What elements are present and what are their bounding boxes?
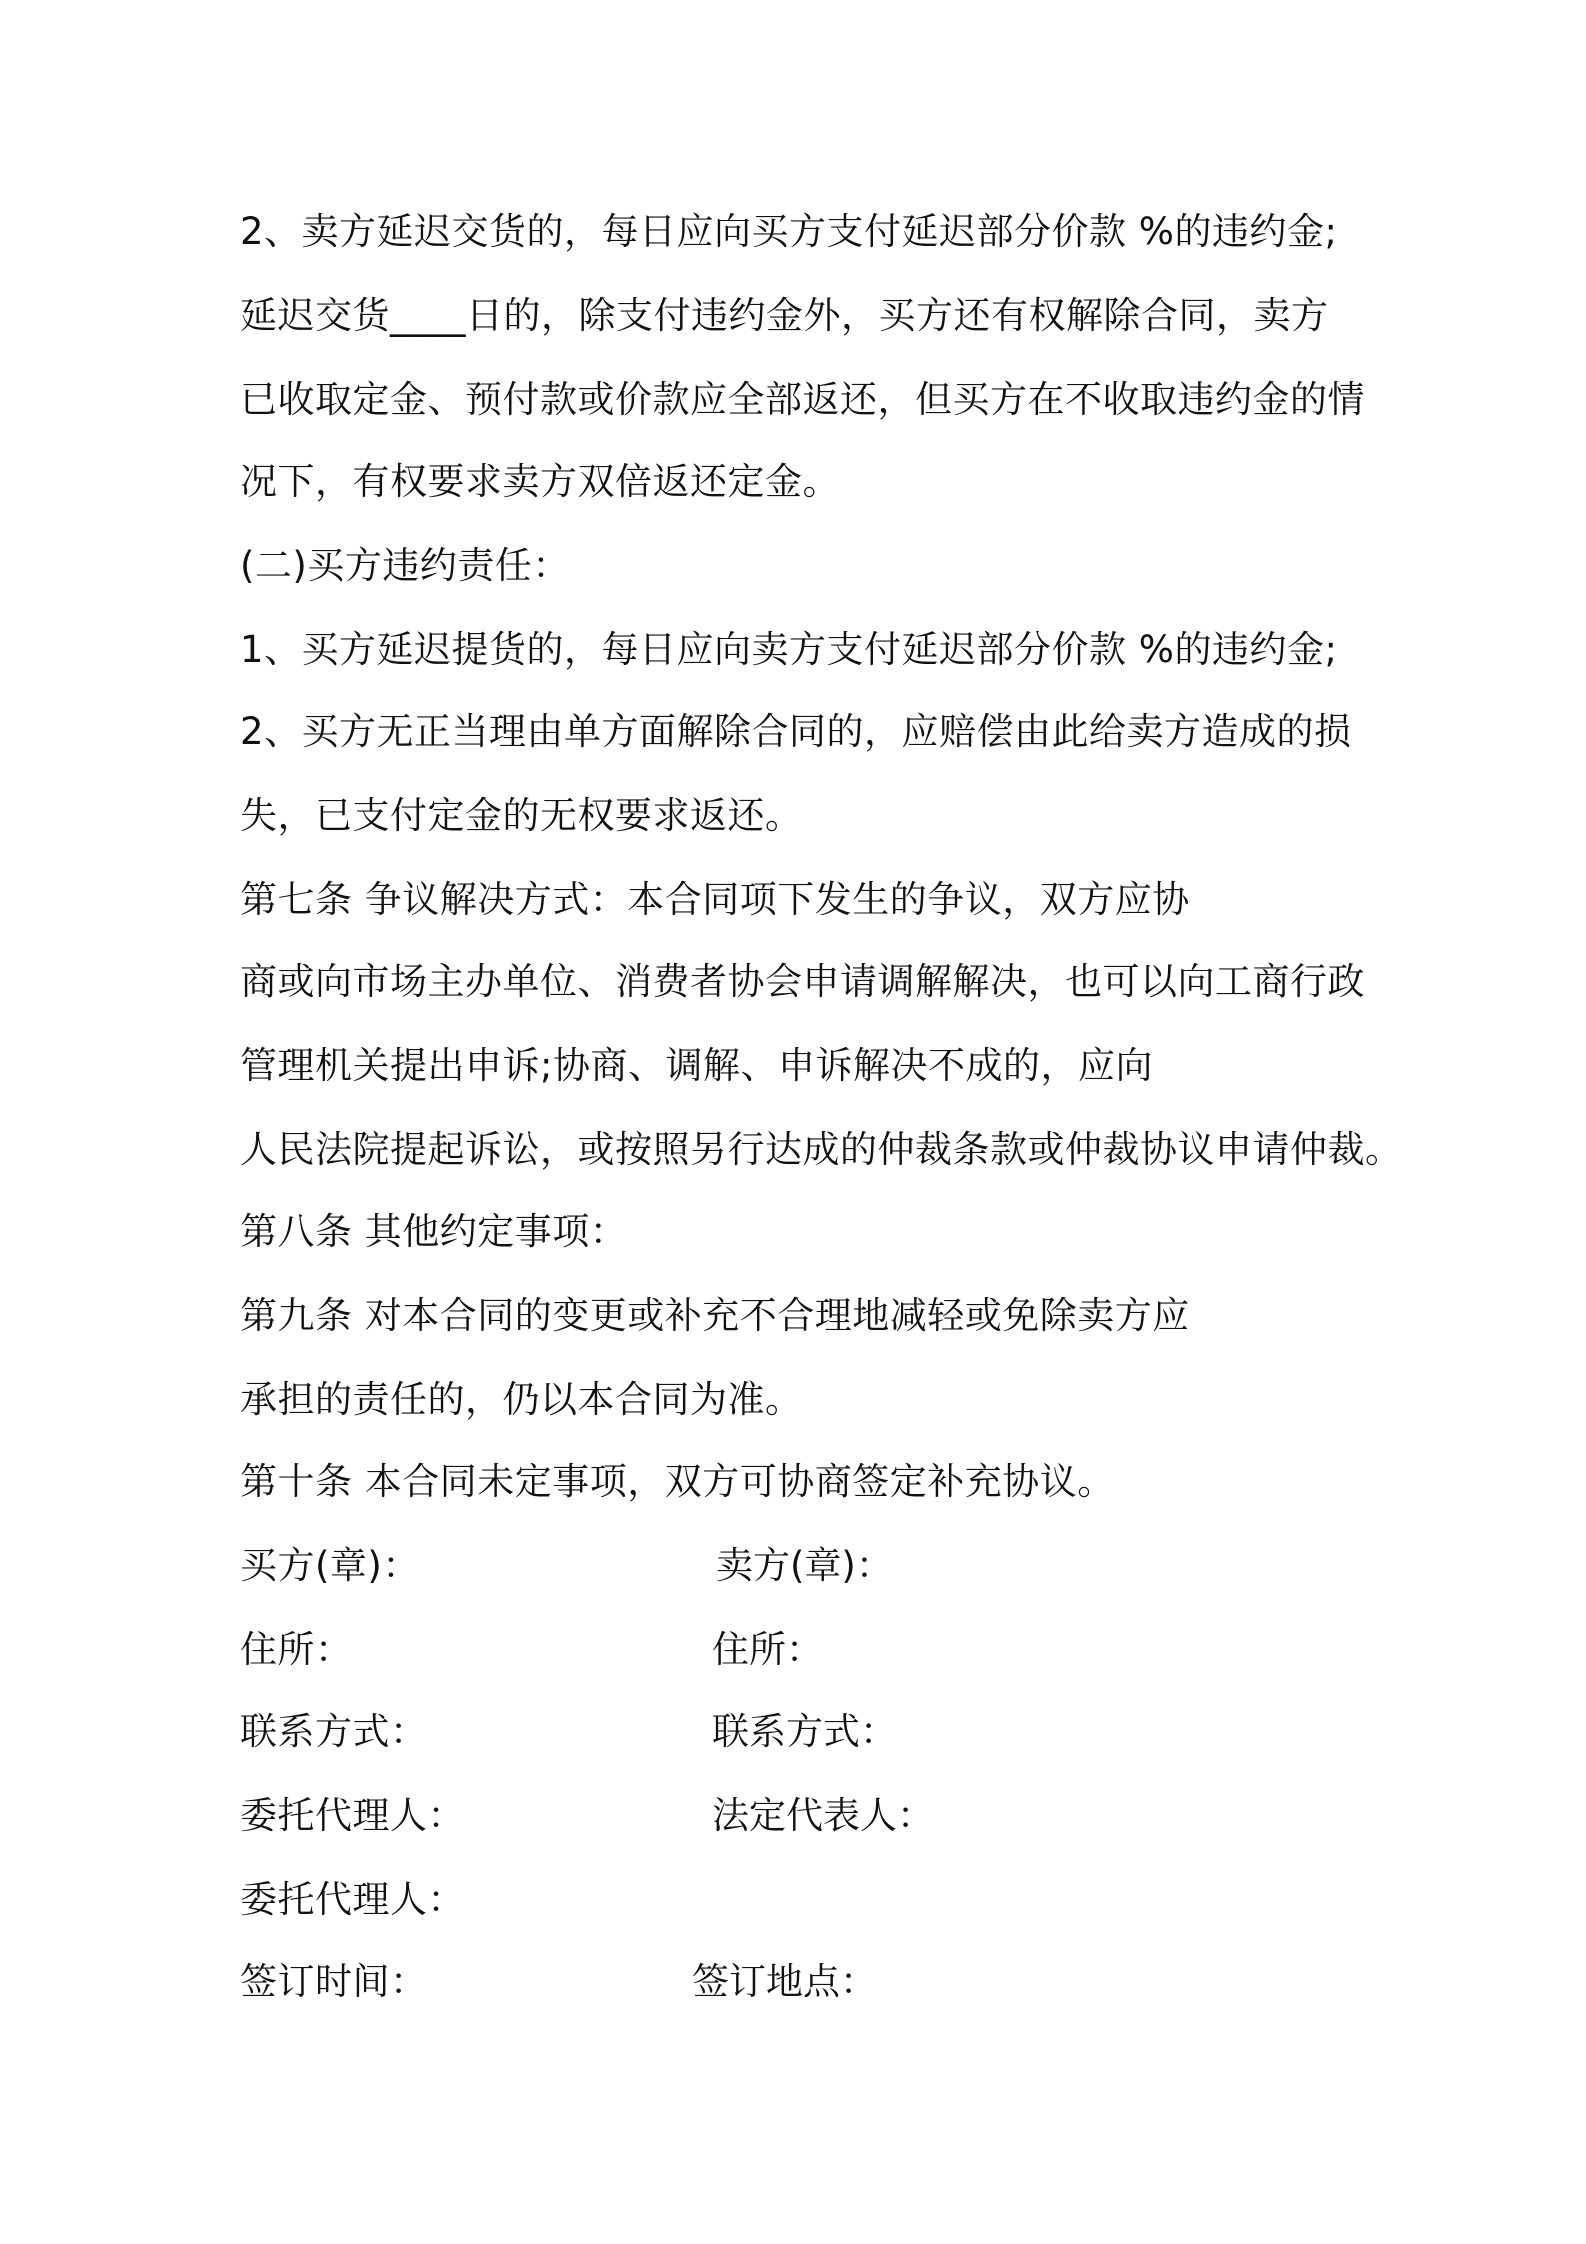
article-8: 第八条 其他约定事项： (240, 1210, 628, 1253)
buyer-agent-label: 委托代理人： (240, 1794, 465, 1837)
clause-buyer-cancel-2: 失，已支付定金的无权要求返还。 (240, 794, 803, 837)
buyer-liability-heading: (二)买方违约责任： (240, 544, 570, 587)
seller-legal-rep-label: 法定代表人： (712, 1794, 934, 1837)
clause-seller-delay-1: 2、卖方延迟交货的，每日应向买方支付延迟部分价款 %的违约金; (240, 210, 1338, 253)
article-9-line-2: 承担的责任的，仍以本合同为准。 (240, 1378, 803, 1421)
clause-seller-delay-4: 况下，有权要求卖方双倍返还定金。 (240, 460, 840, 503)
seller-agent-label: 委托代理人： (240, 1878, 465, 1921)
clause-seller-delay-3: 已收取定金、预付款或价款应全部返还，但买方在不收取违约金的情 (240, 378, 1365, 421)
sign-place-label: 签订地点： (692, 1960, 877, 2003)
buyer-address-label: 住所： (240, 1628, 353, 1671)
article-7-line-1: 第七条 争议解决方式：本合同项下发生的争议，双方应协 (240, 878, 1190, 921)
buyer-contact-label: 联系方式： (240, 1710, 428, 1753)
clause-buyer-delay: 1、买方延迟提货的，每日应向卖方支付延迟部分价款 %的违约金; (240, 628, 1338, 671)
article-7-line-4: 人民法院提起诉讼，或按照另行达成的仲裁条款或仲裁协议申请仲裁。 (240, 1128, 1403, 1171)
buyer-seal-label: 买方(章)： (240, 1544, 420, 1587)
clause-buyer-cancel-1: 2、买方无正当理由单方面解除合同的，应赔偿由此给卖方造成的损 (240, 710, 1352, 753)
article-9-line-1: 第九条 对本合同的变更或补充不合理地减轻或免除卖方应 (240, 1294, 1190, 1337)
seller-address-label: 住所： (712, 1628, 823, 1671)
sign-time-label: 签订时间： (240, 1960, 428, 2003)
article-7-line-3: 管理机关提出申诉;协商、调解、申诉解决不成的，应向 (240, 1044, 1153, 1087)
article-7-line-2: 商或向市场主办单位、消费者协会申请调解解决，也可以向工商行政 (240, 960, 1365, 1003)
seller-seal-label: 卖方(章)： (716, 1544, 893, 1587)
clause-seller-delay-2: 延迟交货____日的，除支付违约金外，买方还有权解除合同，卖方 (240, 294, 1329, 337)
article-10: 第十条 本合同未定事项，双方可协商签定补充协议。 (240, 1460, 1115, 1503)
seller-contact-label: 联系方式： (712, 1710, 897, 1753)
